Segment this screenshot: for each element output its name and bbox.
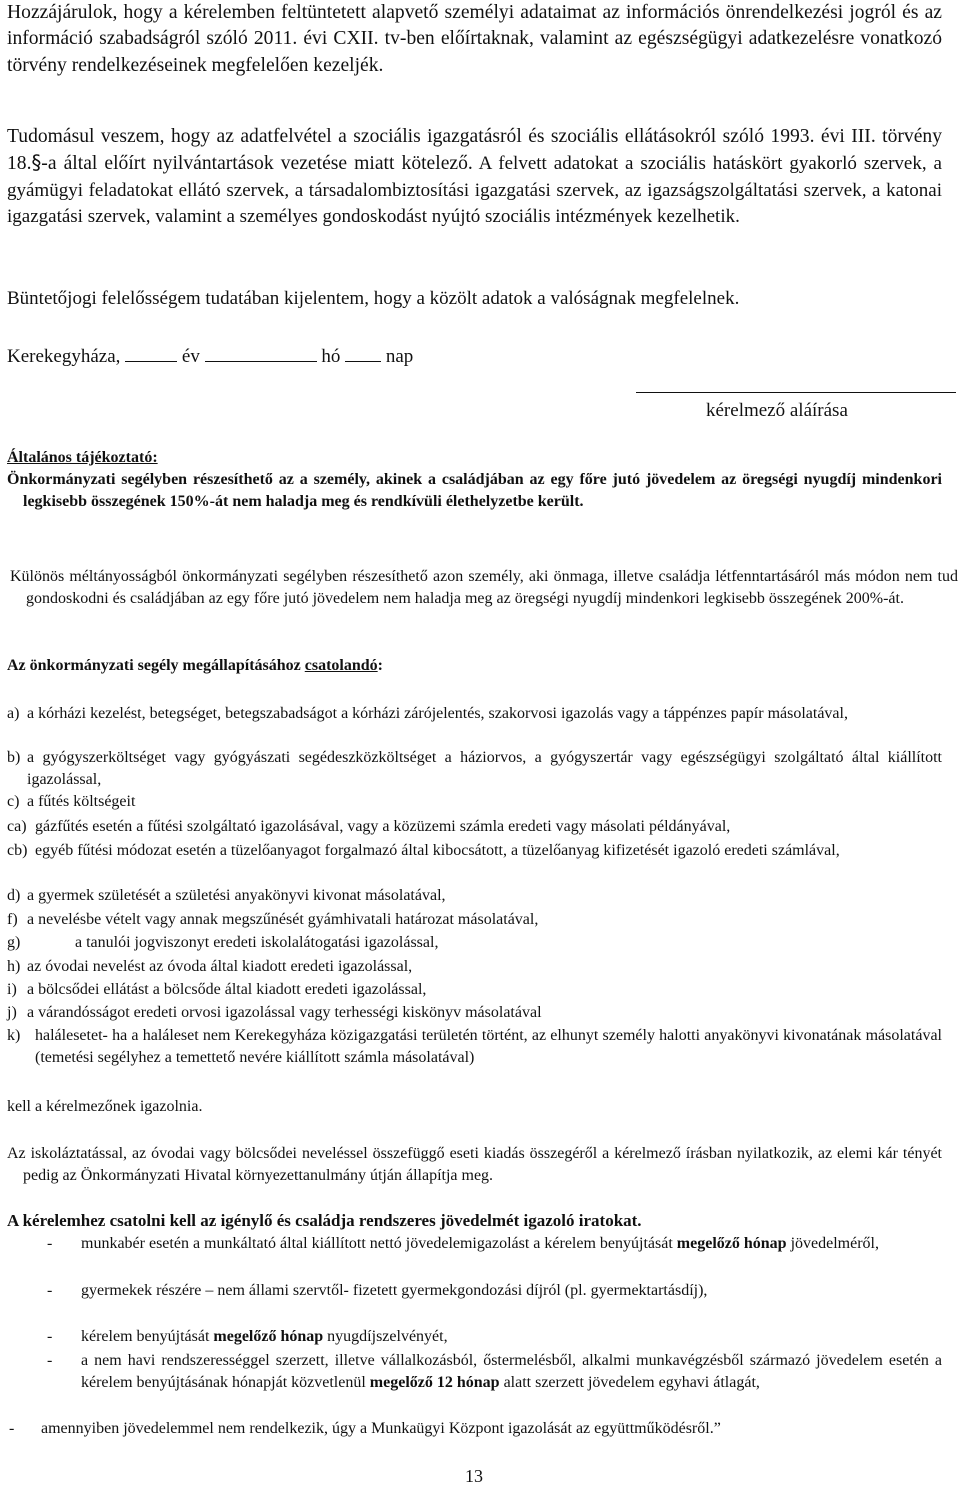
must-prove-text: kell a kérelmezőnek igazolnia.	[7, 1098, 203, 1115]
list-item: h) az óvodai nevelést az óvoda által kiadott eredeti igazolással,	[7, 958, 413, 975]
list-item: i) a bölcsődei ellátást a bölcsőde által kiadott eredeti igazolással,	[7, 981, 427, 998]
income-item: - kérelem benyújtását megelőző hónap nyugdíjszelvényét,	[47, 1328, 448, 1345]
liability-paragraph: Büntetőjogi felelősségem tudatában kijelentem, hogy a közölt adatok a valóságnak megfelelnek.	[7, 288, 740, 309]
school-text: Az iskoláztatással, az óvodai vagy bölcsődei neveléssel összefüggő eseti kiadás összegéről a kérelmező írásban nyilatkozik, az elemi kár tényét pedig az Önkormányzati Hivatal környezettanulmány útján állapítja meg.	[7, 1145, 942, 1184]
income-item: - amennyiben jövedelemmel nem rendelkezik, úgy a Munkaügyi Központ igazolását az együttműködésről.”	[9, 1420, 721, 1437]
signature-line[interactable]	[636, 392, 956, 393]
signature-label: kérelmező aláírása	[706, 400, 848, 421]
place-date-line	[7, 343, 942, 371]
notice-text-b: -a által előírt nyilvántartások vezetése miatt kötelező.	[41, 153, 473, 175]
year-label: év	[181, 346, 200, 367]
info-heading: Általános tájékoztató:	[7, 449, 158, 466]
year-blank[interactable]	[125, 343, 177, 362]
notice-paragraph	[7, 124, 942, 231]
list-item: f) a nevelésbe vételt vagy annak megszűnését gyámhivatali határozat másolatával,	[7, 911, 539, 928]
list-item: cb) egyéb fűtési módozat esetén a tüzelőanyagot forgalmazó által kibocsátott, a tüzelőanyag kifizetését igazoló eredeti számlával,	[7, 842, 840, 859]
list-item: c) a fűtés költségeit	[7, 793, 136, 810]
income-item: - a nem havi rendszerességgel szerzett, illetve vállalkozásból, őstermelésből, alkalmi munkavégzésből származó jövedelem esetén a kérelem benyújtásának hónapját közvetlenül megelőző 12 hónap alatt szerzett jövedelem egyhavi átlagát,	[47, 1352, 942, 1391]
list-item: a) a kórházi kezelést, betegséget, betegszabadságot a kórházi zárójelentés, szakorvosi igazolás vagy a táppénzes papír másolatával,	[7, 705, 848, 722]
section-sign: §	[31, 151, 42, 175]
month-label: hó	[321, 346, 341, 367]
list-item: ca) gázfűtés esetén a fűtési szolgáltató igazolásával, vagy a közüzemi számla eredeti vagy másolati példányával,	[7, 818, 731, 835]
income-heading: A kérelemhez csatolni kell az igénylő és családja rendszeres jövedelmét igazoló iratokat.	[7, 1211, 642, 1230]
list-item: k) halálesetet- ha a haláleset nem Kerekegyháza közigazgatási területén történt, az elhunyt személy halotti anyakönyvi kivonatának másolatával (temetési segélyhez a temettető nevére kiállított számla másolatával)	[7, 1027, 942, 1066]
day-label: nap	[385, 346, 414, 367]
list-item: b) a gyógyszerköltséget vagy gyógyászati segédeszközköltséget a háziorvos, a gyógyszertár vagy egészségügyi szolgáltató által kiállított igazolással,	[7, 749, 942, 788]
attach-heading: Az önkormányzati segély megállapításához csatolandó:	[7, 657, 383, 674]
equity-text: Különös méltányosságból önkormányzati segélyben részesíthető azon személy, aki önmaga, illetve családja létfenntartásáról más módon nem tud gondoskodni és családjában az egy főre jutó jövedelem nem haladja meg az öregségi nyugdíj mindenkori legkisebb összegének 200%-át.	[10, 568, 958, 607]
info-text: Önkormányzati segélyben részesíthető az a személy, akinek a családjában az egy főre jutó jövedelem az öregségi nyugdíj mindenkori legkisebb összegének 150%-át nem haladja meg és rendkívüli élethelyzetbe került.	[7, 471, 942, 510]
notice-text-a: Tudomásul veszem, hogy az adatfelvétel a szociális igazgatásról és szociális ellátásokról szóló 1993. évi III. törvény 18.	[7, 126, 942, 175]
list-item: d) a gyermek születését a születési anyakönyvi kivonat másolatával,	[7, 887, 446, 904]
list-item: g) a tanulói jogviszonyt eredeti iskolalátogatási igazolással,	[7, 934, 439, 951]
day-blank[interactable]	[345, 343, 381, 362]
privacy-paragraph: Hozzájárulok, hogy a kérelemben feltüntetett alapvető személyi adataimat az információs önrendelkezési jogról és az információ szabadságról szóló 2011. évi CXII. tv-ben előírtaknak, valamint az egészségügyi adatkezelésre vonatkozó törvény rendelkezéseinek megfelelően kezeljék.	[7, 2, 942, 76]
notice-text-c: A felvett adatokat a szociális hatáskört gyakorló szervek, a gyámügyi feladatokat ellátó szervek, a társadalombiztosítási igazgatási szervek, az igazságszolgáltatási szervek, a katonai igazgatási szervek, valamint a személyes gondoskodást nyújtó szociális intézmények kezelhetik.	[7, 153, 942, 228]
month-blank[interactable]	[205, 343, 317, 362]
income-item: - gyermekek részére – nem állami szervtől- fizetett gyermekgondozási díjról (pl. gyermektartásdíj),	[47, 1282, 708, 1299]
list-item: j) a várandósságot eredeti orvosi igazolással vagy terhességi kiskönyv másolatával	[7, 1004, 542, 1021]
page-number: 13	[465, 1466, 483, 1486]
place-label: Kerekegyháza,	[7, 346, 121, 367]
income-item: - munkabér esetén a munkáltató által kiállított nettó jövedelemigazolást a kérelem benyújtását megelőző hónap jövedelméről,	[47, 1235, 879, 1252]
